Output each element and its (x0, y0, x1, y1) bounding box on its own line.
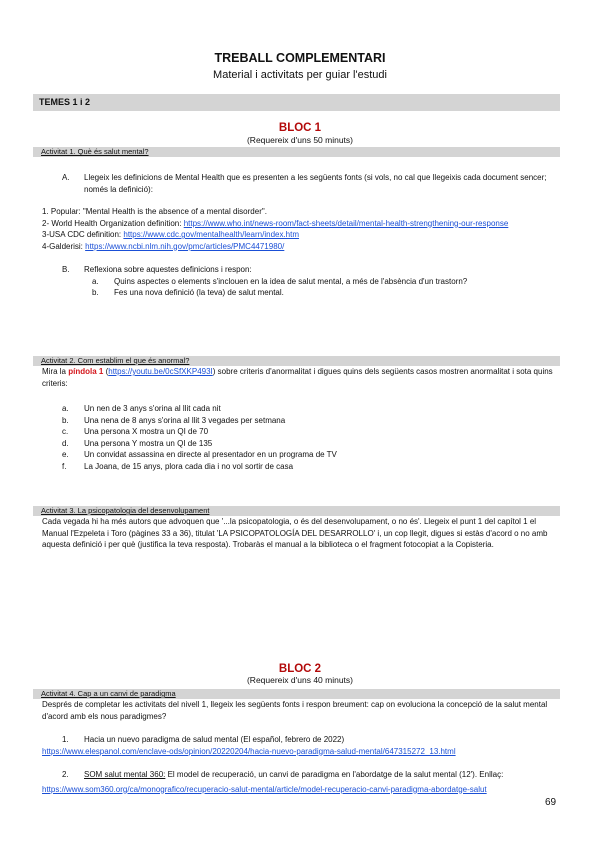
source-link[interactable]: https://www.who.int/news-room/fact-sheets/detail/mental-health-strengthening-our-response (183, 218, 509, 228)
document-subtitle: Material i activitats per guiar l'estudi (213, 69, 387, 81)
activity1-b (62, 264, 552, 299)
activity1-heading: Activitat 1. Què és salut mental? (33, 147, 560, 157)
activity2-intro (42, 366, 557, 389)
list-item: Hacia un nuevo paradigma de salud mental (El español, febrero de 2022) (84, 735, 345, 744)
pindola-label: píndola 1 (68, 367, 104, 376)
document-title: TREBALL COMPLEMENTARI (214, 51, 386, 65)
activity1-a (62, 172, 552, 195)
text: ) sobre criteris d'anormalitat i digues quins dels següents casos mostren anormalitat i sota quins criteris: (42, 367, 553, 388)
activity3-text: Cada vegada hi ha més autors que advoquen que '...la psicopatologia, o és del desenvolupament, o no és'. Llegeix el punt 1 del capítol 1 el Manual l'Ezpeleta i Toro (pàgines 33 a 36), titulat 'LA PSICOPATOLOGÍA DEL DESARROLLO' i, un cop llegit, digues si estàs d'acord o no amb aquesta definició i per què (justifica la teva resposta). Trobaràs el manual a la biblioteca o el fragment fotocopiat a la Copisteria. (42, 517, 548, 549)
bloc1-time: (Requereix d'uns 50 minuts) (246, 135, 354, 145)
marker: d. (62, 438, 69, 448)
source-4 (42, 241, 562, 253)
page-number: 69 (545, 797, 557, 808)
som360-link[interactable]: https://www.som360.org/ca/monografico/recuperacio-salut-mental/article/model-recuperacio-canvi-paradigma-abordatge-salut (42, 784, 487, 794)
activity2-heading: Activitat 2. Com establim el que és anormal? (33, 356, 560, 366)
source-name: SOM salut mental 360: (84, 770, 166, 779)
text: ( (103, 367, 109, 376)
activity1-a-text: Llegeix les definicions de Mental Health que es presenten a les següents fonts (si vols, no cal que llegeixis cada document sencer; només la definició): (84, 173, 547, 194)
activity4-list (42, 734, 562, 795)
temes-heading: TEMES 1 i 2 (33, 94, 560, 111)
source-1 (42, 206, 562, 218)
list-item: Una nena de 8 anys s'orina al llit 3 vegades per setmana (84, 415, 286, 425)
source-label: 4-Galderisi: (42, 241, 86, 251)
bloc1-title: BLOC 1 (278, 122, 322, 134)
activity1-sources (42, 206, 562, 252)
marker: b. (62, 415, 69, 425)
activity3-heading: Activitat 3. La psicopatologia del desenvolupament (33, 506, 560, 516)
marker: a. (92, 276, 99, 286)
source-link[interactable]: https://www.ncbi.nlm.nih.gov/pmc/articles/PMC4471980/ (85, 241, 285, 251)
marker: b. (92, 288, 99, 297)
marker: B. (62, 265, 70, 274)
source-label: 2- World Health Organization definition: (42, 218, 184, 228)
list-item: Un nen de 3 anys s'orina al llit cada nit (84, 404, 221, 413)
marker: a. (62, 404, 69, 413)
source-link[interactable]: https://www.cdc.gov/mentalhealth/learn/index.htm (123, 230, 300, 239)
list-item: La Joana, de 15 anys, plora cada dia i no vol sortir de casa (84, 461, 294, 471)
marker: c. (62, 427, 69, 436)
source-2 (42, 218, 562, 230)
list-item: El model de recuperació, un canvi de paradigma en l'abordatge de la salut mental (12'). Enllaç: (165, 770, 504, 779)
source-label: 3-USA CDC definition: (42, 230, 124, 239)
bloc2-title: BLOC 2 (278, 663, 322, 675)
list-item: Quins aspectes o elements s'inclouen en la idea de salut mental, a més de l'absència d'un trastorn? (114, 276, 468, 286)
activity4-heading: Activitat 4. Cap a un canvi de paradigma (33, 689, 560, 699)
marker: 1. (62, 735, 69, 744)
marker: f. (62, 461, 67, 471)
source-label: 1. Popular: "Mental Health is the absence of a mental disorder". (42, 207, 267, 216)
list-item: Una persona X mostra un QI de 70 (84, 427, 209, 436)
elespanol-link[interactable]: https://www.elespanol.com/enclave-ods/opinion/20220204/hacia-nuevo-paradigma-salud-mental/647315272_13.html (42, 746, 456, 756)
marker: A. (62, 173, 70, 182)
activity1-b-text: Reflexiona sobre aquestes definicions i respon: (84, 265, 252, 274)
list-item: Un convidat assassina en directe al presentador en un programa de TV (84, 450, 337, 459)
text: Mira la (42, 367, 69, 376)
activity2-list (62, 403, 552, 472)
marker: 2. (62, 770, 69, 779)
list-item: Fes una nova definició (la teva) de salut mental. (114, 288, 284, 297)
activity4-text: Després de completar les activitats del nivell 1, llegeix les següents fonts i respon breument: cap on evoluciona la concepció de la salut mental d'acord amb els nous paradigmes? (42, 700, 548, 721)
bloc2-time: (Requereix d'uns 40 minuts) (246, 675, 354, 685)
source-3 (42, 229, 562, 241)
list-item: Una persona Y mostra un QI de 135 (84, 438, 213, 448)
youtube-link[interactable]: https://youtu.be/0cSfXKP493I (108, 367, 213, 376)
marker: e. (62, 450, 69, 459)
